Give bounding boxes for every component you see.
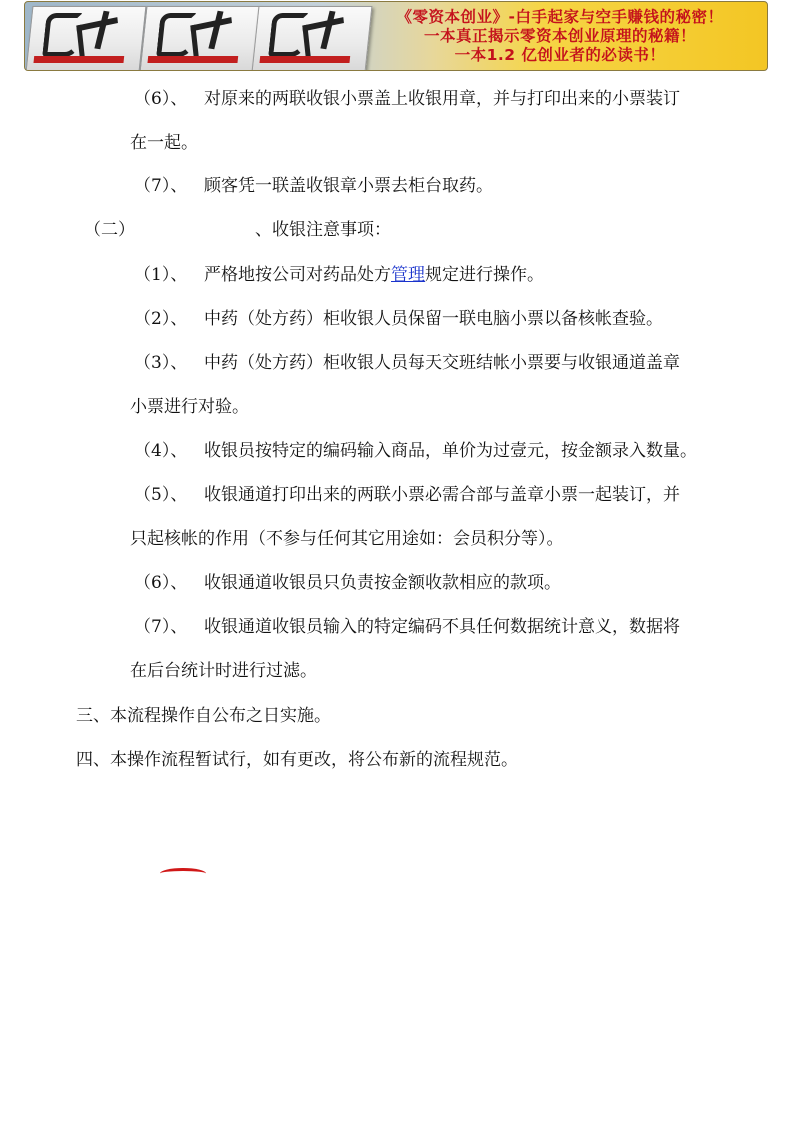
item-number: （4）、: [134, 441, 188, 461]
item-number: （3）、: [134, 353, 188, 373]
note-4: [134, 440, 697, 462]
item-text: 收银通道收银员输入的特定编码不具任何数据统计意义，数据将: [204, 617, 680, 637]
item-text: 对原来的两联收银小票盖上收银用章，并与打印出来的小票装订: [204, 89, 680, 109]
section-4: 四、本操作流程暂试行，如有更改，将公布新的流程规范。: [76, 750, 518, 770]
banner-line-1: 《零资本创业》-白手起家与空手赚钱的秘密！: [396, 8, 724, 26]
item-7: [134, 175, 493, 197]
item-number: （5）、: [134, 485, 188, 505]
note-7-line2: 在后台统计时进行过滤。: [130, 661, 317, 681]
banner-line-2: 一本真正揭示零资本创业原理的秘籍！: [423, 27, 696, 45]
note-1: [134, 264, 544, 286]
item-text: 收银员按特定的编码输入商品，单价为过壹元，按金额录入数量。: [204, 441, 697, 461]
item-6-line1: [134, 88, 680, 110]
note-5-line2: 只起核帐的作用（不参与任何其它用途如：会员积分等）。: [130, 529, 564, 549]
item-text: 顾客凭一联盖收银章小票去柜台取药。: [204, 176, 493, 196]
item-text-tail: 规定进行操作。: [425, 265, 544, 285]
section-2-heading: [84, 219, 391, 241]
item-number: （7）、: [134, 176, 188, 196]
item-number: （6）、: [134, 573, 188, 593]
banner-line-3: 一本1.2 亿创业者的必读书！: [454, 46, 666, 64]
note-3-line2: 小票进行对验。: [130, 397, 249, 417]
section-title: 、收银注意事项：: [255, 220, 391, 240]
note-2: [134, 308, 663, 330]
item-number: （1）、: [134, 265, 188, 285]
item-6-line2: 在一起。: [130, 133, 198, 153]
item-text: 收银通道打印出来的两联小票必需合部与盖章小票一起装订，并: [204, 485, 680, 505]
note-7-line1: [134, 616, 680, 638]
section-3: 三、本流程操作自公布之日实施。: [76, 706, 331, 726]
item-number: （2）、: [134, 309, 188, 329]
item-text: 中药（处方药）柜收银人员保留一联电脑小票以备核帐查验。: [204, 309, 663, 329]
note-3-line1: [134, 352, 680, 374]
item-number: （7）、: [134, 617, 188, 637]
item-text: 中药（处方药）柜收银人员每天交班结帐小票要与收银通道盖章: [204, 353, 680, 373]
item-text: 收银通道收银员只负责按金额收款相应的款项。: [204, 573, 561, 593]
stamp-fragment: [160, 868, 206, 879]
note-5-line1: [134, 484, 680, 506]
item-text: 严格地按公司对药品处方: [204, 265, 391, 285]
section-number: （二）: [84, 220, 135, 240]
note-6: [134, 572, 561, 594]
item-number: （6）、: [134, 89, 188, 109]
management-link[interactable]: 管理: [391, 265, 425, 285]
